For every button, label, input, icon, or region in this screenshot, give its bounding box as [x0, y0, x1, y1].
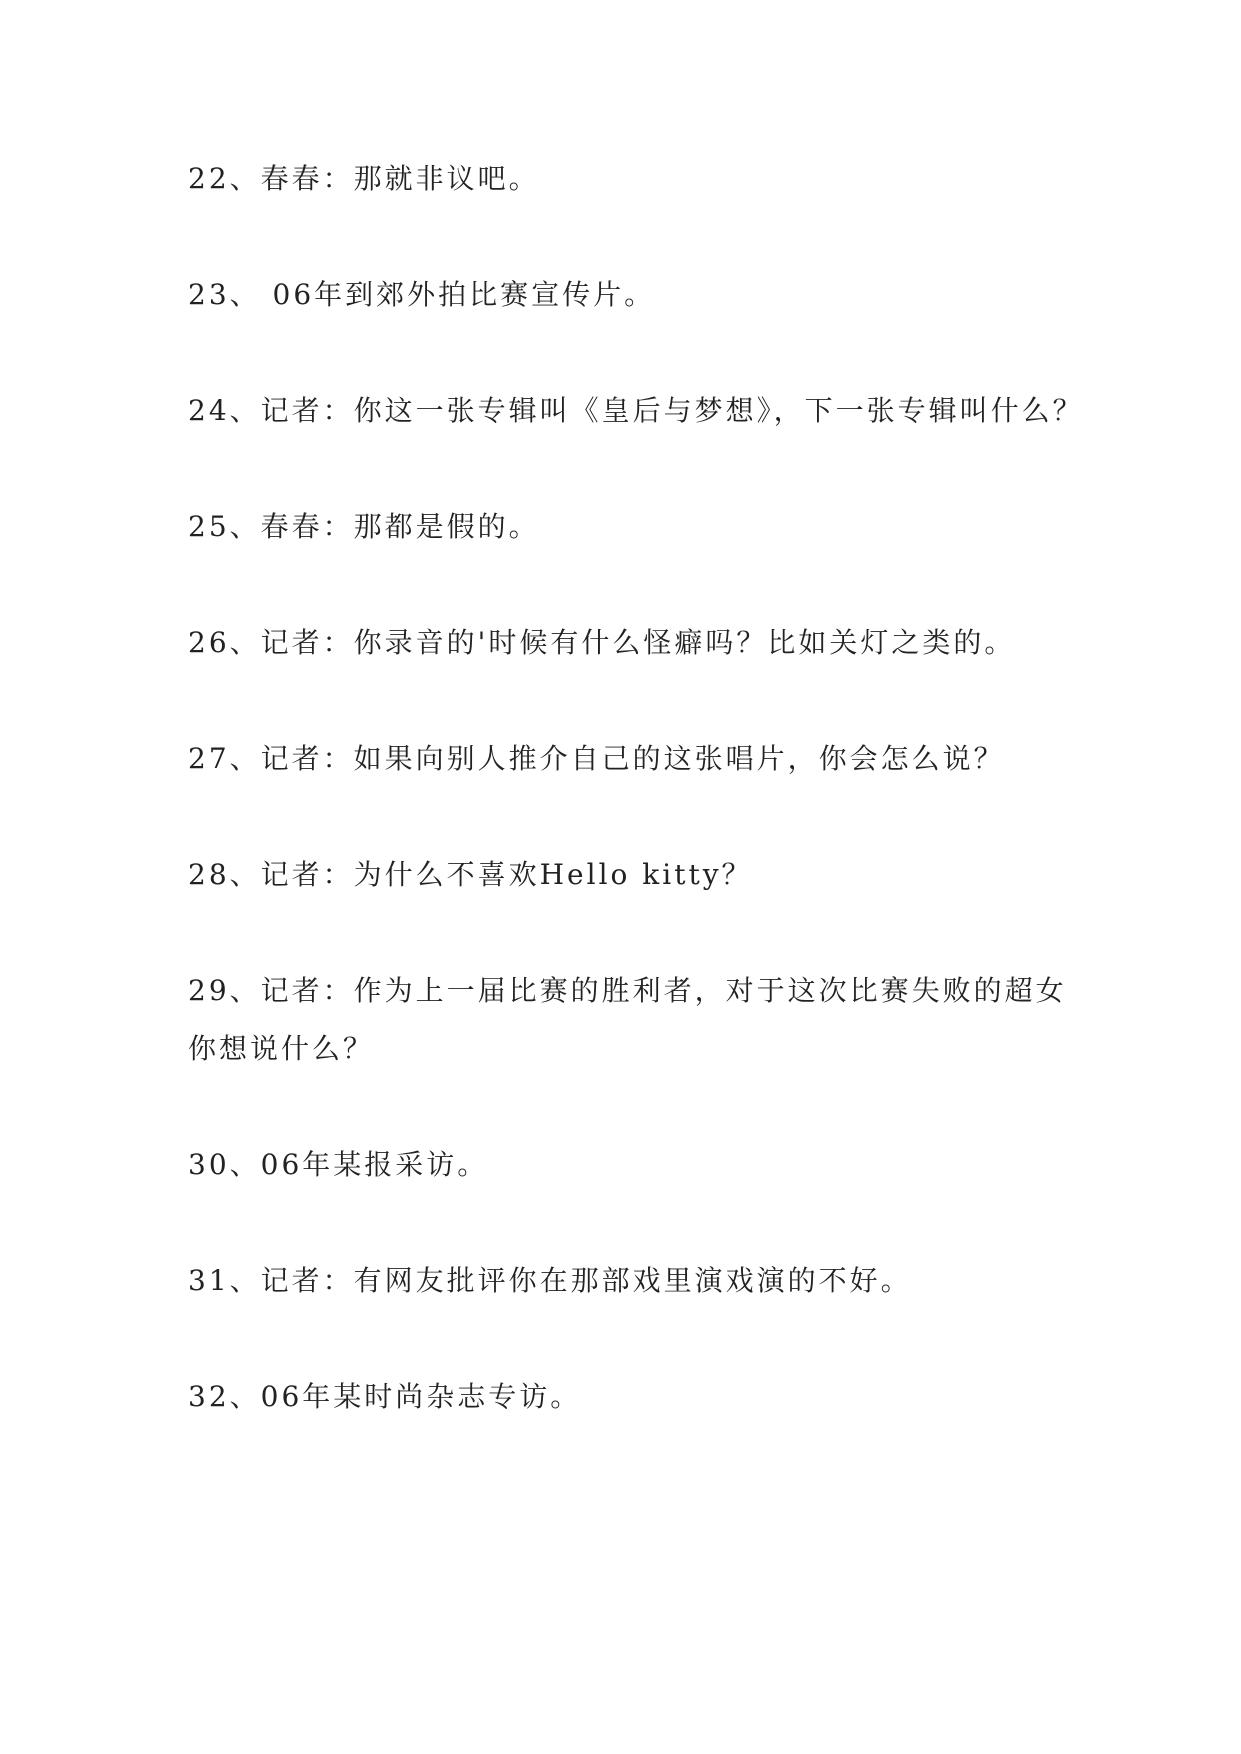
document-body: [188, 150, 1088, 1484]
paragraph-31: 31、记者：有网友批评你在那部戏里演戏演的不好。: [188, 1264, 912, 1297]
paragraph-30: 30、06年某报采访。: [188, 1148, 489, 1181]
paragraph-32: 32、06年某时尚杂志专访。: [188, 1380, 582, 1413]
paragraph-26: 26、记者：你录音的'时候有什么怪癖吗？比如关灯之类的。: [188, 626, 1016, 659]
paragraph-25: 25、春春：那都是假的。: [188, 510, 540, 543]
paragraph-27: 27、记者：如果向别人推介自己的这张唱片，你会怎么说？: [188, 742, 1005, 775]
paragraph-22: 22、春春：那就非议吧。: [188, 162, 540, 195]
paragraph-29: 29、记者：作为上一届比赛的胜利者，对于这次比赛失败的超女你想说什么？: [188, 974, 1067, 1065]
paragraph-28: 28、记者：为什么不喜欢Hello kitty？: [188, 858, 753, 891]
paragraph-23: 23、 06年到郊外拍比赛宣传片。: [188, 278, 656, 311]
paragraph-24: 24、记者：你这一张专辑叫《皇后与梦想》，下一张专辑叫什么？: [188, 394, 1084, 427]
